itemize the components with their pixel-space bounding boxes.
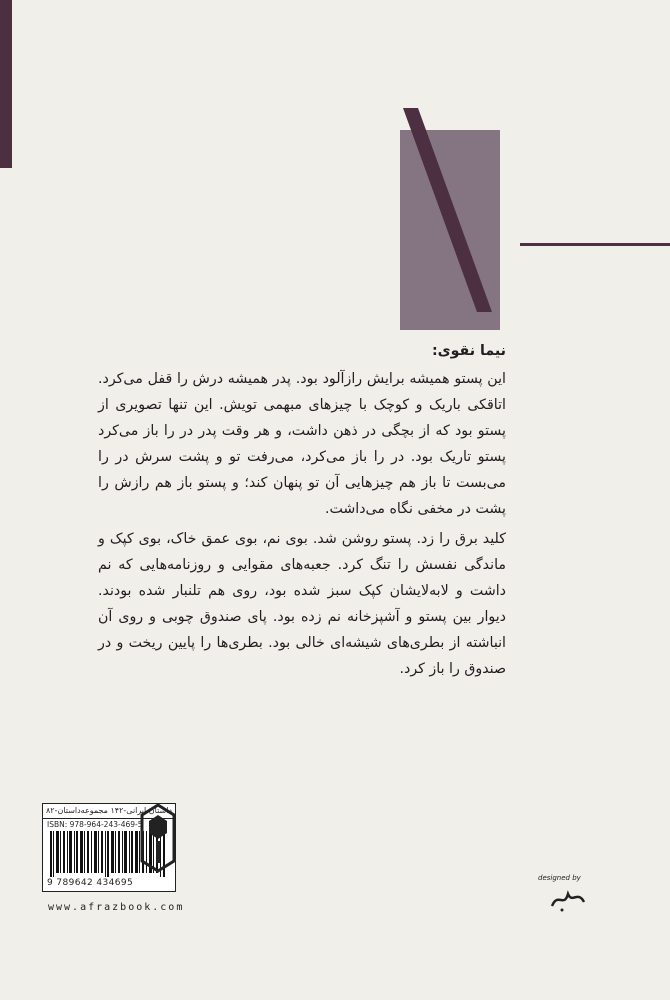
- series-info: داستان ایرانی-۱۴۲ مجموعه‌داستان-۸۲: [43, 804, 175, 819]
- blurb-paragraph: این پستو همیشه برایش رازآلود بود. پدر همیشه درش را قفل می‌کرد. اتاقکی باریک و کوچک با چیزهای مبهمی تویش. این تنها تصویری از پستو بود که از بچگی در ذهن داشت، و هر وقت پدر در را باز می‌کرد پستو تاریک بود. در را باز می‌کرد، می‌رفت تو و پشت سرش در را می‌بست تا باز هم چیزهایی آن تو پنهان کند؛ و پستو باز هم رازش را پشت در مخفی نگاه می‌داشت.: [98, 371, 506, 517]
- author-name: نیما نقوی:: [431, 343, 506, 359]
- blurb-paragraph: کلید برق را زد. پستو روشن شد. بوی نم، بوی عمق خاک، بوی کپک و ماندگی نفسش را تنگ کرد. جعبه‌های مقوایی و روزنامه‌هایی که نم داشت و لابه‌لایشان کپک سبز شده بود، روی هم تلنبار شده بودند. دیوار بین پستو و آشپزخانه نم زده بود. پای صندوق چوبی و روی آن انباشته از بطری‌های شیشه‌ای خالی بود. بطری‌ها را پایین ریخت و در صندوق را باز کرد.: [98, 531, 506, 677]
- barcode-number: 9 789642 434695: [47, 878, 134, 888]
- publisher-website: www.afrazbook.com: [48, 902, 185, 913]
- designer-signature-icon: [548, 884, 588, 914]
- designed-by-label: designed by: [538, 874, 581, 882]
- horizontal-rule: [520, 243, 670, 246]
- isbn-text: ISBN: 978-964-243-469-5: [47, 820, 143, 829]
- publisher-logo-icon: [138, 803, 178, 873]
- back-cover-blurb: [98, 338, 506, 686]
- diagonal-slash: [403, 108, 492, 312]
- publisher-logo: [136, 808, 180, 868]
